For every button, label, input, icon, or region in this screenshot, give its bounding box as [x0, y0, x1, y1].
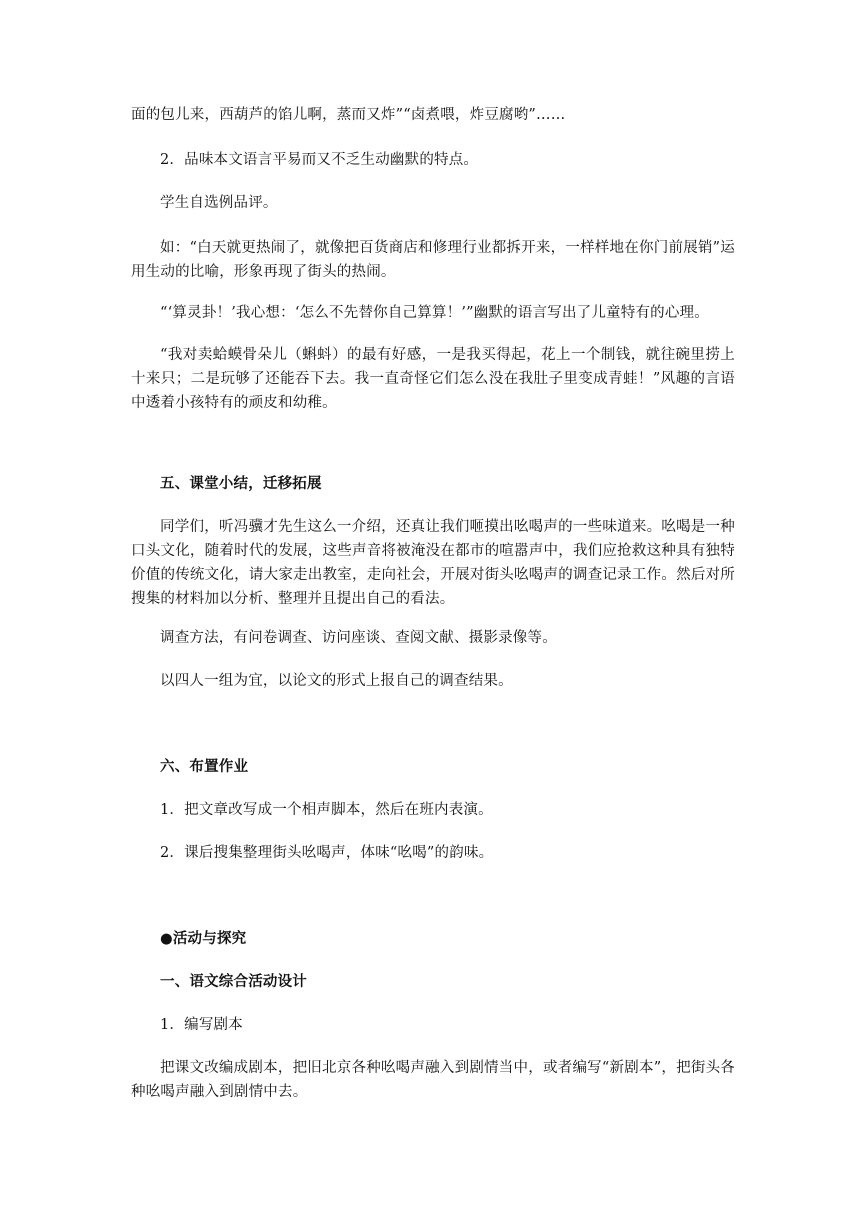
paragraph-example-metaphor: 如：“白天就更热闹了，就像把百货商店和修理行业都拆开来，一样样地在你门前展销”运用生动的比喻，形象再现了街头的热闹。: [131, 240, 735, 280]
heading-activities: ●活动与探究: [160, 930, 247, 947]
paragraph-vendor-calls-continued: 面的包儿来，西葫芦的馅儿啊，蒸而又炸”“卤煮喂，炸豆腐哟”……: [131, 107, 566, 123]
paragraph-students-choose: 学生自选例品评。: [160, 195, 278, 211]
paragraph-homework-2: 2．课后搜集整理街头吆喝声，体味“吆喝”的韵味。: [160, 845, 494, 861]
paragraph-example-fortune: “‘算灵卦！’我心想：‘怎么不先替你自己算算！’”幽默的语言写出了儿童特有的心理。: [160, 305, 709, 321]
paragraph-group-report: 以四人一组为宜，以论文的形式上报自己的调查结果。: [160, 673, 513, 689]
paragraph-point-2-language: 2．品味本文语言平易而又不乏生动幽默的特点。: [160, 152, 479, 168]
paragraph-homework-1: 1．把文章改写成一个相声脚本，然后在班内表演。: [160, 802, 493, 818]
paragraph-summary: 同学们，听冯骥才先生这么一介绍，还真让我们咂摸出吆喝声的一些味道来。吆喝是一种口头文化，随着时代的发展，这些声音将被淹没在都市的喧嚣声中，我们应抢救这种具有独特价值的传统文化，请大家走出教室，走向社会，开展对街头吆喝声的调查记录工作。然后对所搜集的材料加以分析、整理并且提出自己的看法。: [131, 519, 735, 607]
paragraph-survey-methods: 调查方法，有问卷调查、访问座谈、查阅文献、摄影录像等。: [160, 630, 557, 646]
paragraph-adapt-script: 把课文改编成剧本，把旧北京各种吆喝声融入到剧情当中，或者编写“新剧本”，把街头各种吆喝声融入到剧情中去。: [131, 1060, 735, 1100]
paragraph-write-script: 1．编写剧本: [160, 1017, 243, 1033]
paragraph-example-tadpoles: “我对卖蛤蟆骨朵儿（蝌蚪）的最有好感，一是我买得起，花上一个制钱，就往碗里捞上十来只；二是玩够了还能吞下去。我一直奇怪它们怎么没在我肚子里变成青蛙！”风趣的言语中透着小孩特有的顽皮和幼稚。: [131, 347, 735, 411]
heading-section-5: 五、课堂小结，迁移拓展: [160, 475, 322, 492]
heading-section-6: 六、布置作业: [160, 758, 249, 775]
heading-activity-design: 一、语文综合活动设计: [160, 973, 307, 990]
